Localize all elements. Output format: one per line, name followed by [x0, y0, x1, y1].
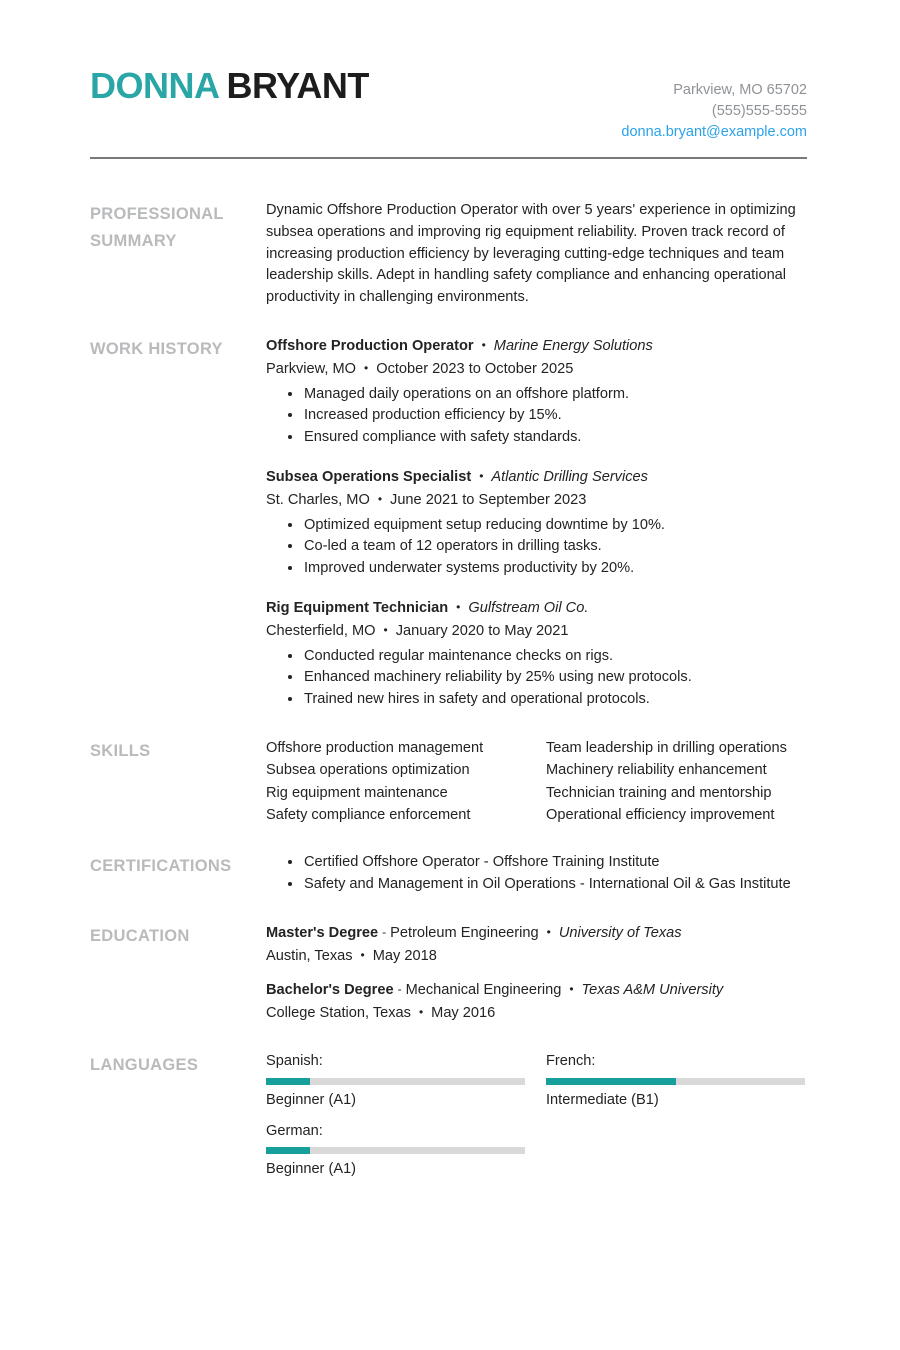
job-dates: January 2020 to May 2021 [395, 622, 569, 639]
job-company: Atlantic Drilling Services [491, 468, 648, 485]
language-entry [546, 1051, 807, 1112]
contact-phone: (555)555-5555 [711, 103, 807, 119]
language-name: Spanish: [266, 1052, 323, 1069]
job-location: Chesterfield, MO [266, 622, 376, 639]
job-meta [266, 620, 807, 643]
header-divider [90, 157, 807, 159]
language-name: German: [266, 1122, 323, 1139]
degree-school: University of Texas [558, 924, 682, 941]
degree-meta [266, 1002, 807, 1025]
language-level: Beginner (A1) [266, 1161, 357, 1178]
dot-separator: • [569, 982, 574, 997]
dash-separator: - [382, 924, 387, 939]
job-title: Subsea Operations Specialist [266, 468, 472, 485]
last-name: BRYANT [226, 65, 369, 106]
dot-separator: • [479, 468, 484, 483]
language-proficiency-bar-fill [266, 1078, 310, 1085]
skill-item: Safety compliance enforcement [266, 806, 471, 823]
job-entry [266, 597, 807, 711]
skill-item: Machinery reliability enhancement [546, 762, 767, 779]
language-level: Beginner (A1) [266, 1091, 357, 1108]
language-entry [266, 1051, 546, 1112]
job-company: Marine Energy Solutions [493, 337, 653, 354]
degree-location: College Station, Texas [266, 1005, 411, 1022]
language-proficiency-bar-fill [546, 1078, 676, 1085]
skills-content [266, 737, 807, 826]
job-location: St. Charles, MO [266, 491, 370, 508]
skills-list-left [266, 737, 546, 826]
skills-list-right [546, 737, 807, 826]
skill-item: Technician training and mentorship [546, 784, 772, 801]
skill-item: Rig equipment maintenance [266, 784, 448, 801]
job-bullet: • Ensured compliance with safety standards. [303, 427, 807, 449]
languages-list [266, 1051, 807, 1181]
degree-entry [266, 979, 807, 1025]
job-entry [266, 335, 807, 449]
first-name: DONNA [90, 65, 220, 106]
header [90, 66, 807, 143]
skill-item: Offshore production management [266, 739, 484, 756]
skill-item: Operational efficiency improvement [546, 806, 775, 823]
skill-item: Team leadership in drilling operations [546, 739, 787, 756]
contact-info [621, 80, 807, 143]
degree-date: May 2016 [431, 1005, 496, 1022]
summary-text: Dynamic Offshore Production Operator with over 5 years' experience in optimizing subsea operations and improving rig equipment reliability. Proven track record of increasing production efficiency by leveraging cutting-edge techniques and team leadership skills. Adept in handling safety compliance and enhancing operational productivity in challenging environments. [266, 202, 796, 306]
job-bullets [266, 515, 807, 580]
section-work-history [90, 335, 807, 711]
dot-separator: • [546, 924, 551, 939]
dot-separator: • [360, 947, 365, 962]
summary-content [266, 200, 807, 309]
certifications-content [266, 852, 807, 896]
contact-email-link[interactable]: donna.bryant@example.com [621, 124, 807, 140]
section-skills [90, 737, 807, 826]
job-bullet: • Conducted regular maintenance checks on rigs. [303, 646, 807, 668]
job-bullets [266, 384, 807, 449]
section-label-skills: SKILLS [90, 741, 151, 760]
degree-meta [266, 945, 807, 968]
section-label-education: EDUCATION [90, 926, 190, 945]
language-proficiency-bar [266, 1078, 525, 1085]
dot-separator: • [364, 360, 369, 375]
degree-date: May 2018 [372, 947, 437, 964]
language-level: Intermediate (B1) [546, 1091, 659, 1108]
degree-field: Mechanical Engineering [405, 982, 562, 999]
degree-line [266, 922, 807, 945]
job-bullet: • Trained new hires in safety and operational protocols. [303, 689, 807, 711]
section-professional-summary [90, 200, 807, 309]
language-proficiency-bar-fill [266, 1147, 310, 1154]
job-entry [266, 466, 807, 580]
section-label-professional-summary: PROFESSIONAL SUMMARY [90, 205, 224, 250]
job-bullet: • Managed daily operations on an offshore platform. [303, 384, 807, 406]
dot-separator: • [481, 337, 486, 352]
job-bullets [266, 646, 807, 711]
job-bullet: • Co-led a team of 12 operators in drilling tasks. [303, 536, 807, 558]
job-head [266, 466, 807, 489]
section-label-certifications: CERTIFICATIONS [90, 857, 232, 876]
dot-separator: • [418, 1005, 424, 1020]
job-bullet: • Enhanced machinery reliability by 25% using new protocols. [303, 667, 807, 689]
language-name: French: [546, 1052, 596, 1069]
degree-entry [266, 922, 807, 968]
degree-line [266, 979, 807, 1002]
degree-field: Petroleum Engineering [390, 924, 539, 941]
job-bullet: • Improved underwater systems productivity by 20%. [303, 558, 807, 580]
language-proficiency-bar [546, 1078, 805, 1085]
dot-separator: • [383, 622, 388, 637]
job-head [266, 335, 807, 358]
degree-location: Austin, Texas [266, 947, 353, 964]
job-location: Parkview, MO [266, 360, 357, 377]
skill-item: Subsea operations optimization [266, 762, 470, 779]
job-head [266, 597, 807, 620]
dot-separator: • [456, 599, 461, 614]
job-meta [266, 489, 807, 512]
contact-location: Parkview, MO 65702 [673, 82, 807, 98]
job-company: Gulfstream Oil Co. [468, 599, 589, 616]
degree-name: Bachelor's Degree [266, 982, 394, 999]
language-entry [266, 1121, 546, 1182]
section-certifications [90, 852, 807, 896]
job-dates: June 2021 to September 2023 [390, 491, 587, 508]
section-label-work-history: WORK HISTORY [90, 339, 223, 358]
certification-item: • Safety and Management in Oil Operations - International Oil & Gas Institute [303, 874, 807, 896]
job-title: Offshore Production Operator [266, 337, 474, 354]
job-bullet: • Optimized equipment setup reducing downtime by 10%. [303, 515, 807, 537]
certifications-list [266, 852, 807, 896]
degree-name: Master's Degree [266, 924, 379, 941]
language-proficiency-bar [266, 1147, 525, 1154]
job-bullet: • Increased production efficiency by 15%. [303, 405, 807, 427]
certification-item: • Certified Offshore Operator - Offshore Training Institute [303, 852, 807, 874]
person-name [90, 66, 369, 106]
job-meta [266, 358, 807, 381]
dash-separator: - [397, 982, 402, 997]
section-education [90, 922, 807, 1025]
section-label-languages: LANGUAGES [90, 1055, 199, 1074]
degree-school: Texas A&M University [581, 982, 724, 999]
job-dates: October 2023 to October 2025 [376, 360, 574, 377]
section-languages [90, 1051, 807, 1181]
jobs-list [266, 335, 807, 711]
education-list [266, 922, 807, 1025]
job-title: Rig Equipment Technician [266, 599, 449, 616]
dot-separator: • [377, 491, 383, 506]
